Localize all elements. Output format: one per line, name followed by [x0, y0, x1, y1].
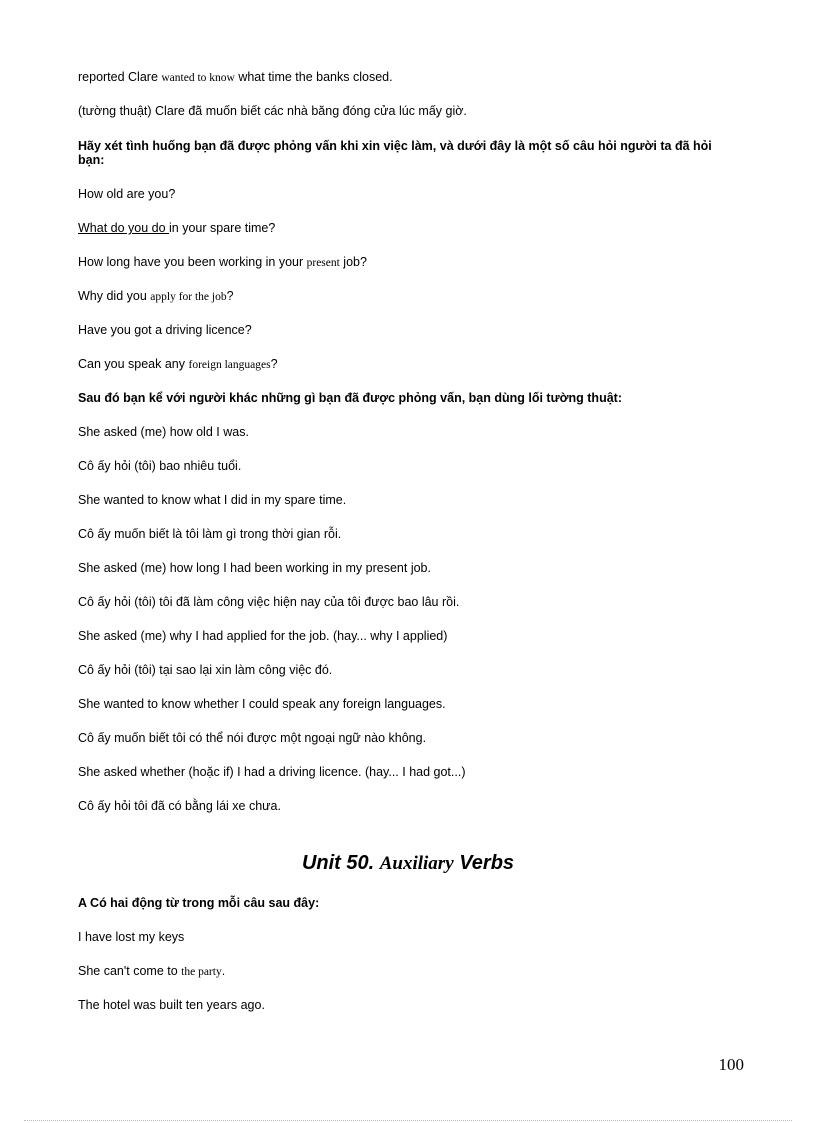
line-14: Cô ấy muốn biết là tôi làm gì trong thời gian rỗi. — [78, 527, 342, 541]
bottom-divider — [24, 1120, 792, 1121]
line-6: How long have you been working in your present job? — [78, 255, 367, 269]
line-20: Cô ấy muốn biết tôi có thể nói được một ngoại ngữ nào không. — [78, 731, 427, 745]
example-3: The hotel was built ten years ago. — [78, 998, 265, 1012]
line-18: Cô ấy hỏi (tôi) tại sao lại xin làm công việc đó. — [78, 663, 333, 677]
unit-heading: Unit 50. Auxiliary Verbs — [301, 852, 515, 874]
line-15: She asked (me) how long I had been working in my present job. — [78, 561, 431, 575]
example-1: I have lost my keys — [78, 930, 185, 944]
line-22: Cô ấy hỏi tôi đã có bằng lái xe chưa. — [78, 799, 281, 813]
line-8: Have you got a driving licence? — [78, 323, 252, 337]
line-5: What do you do in your spare time? — [78, 221, 276, 235]
line-10-bold: Sau đó bạn kể với người khác những gì bạn đã được phỏng vấn, bạn dùng lối tường thuật: — [78, 391, 622, 405]
section-a-title: A Có hai động từ trong mỗi câu sau đây: — [78, 896, 320, 910]
line-11: She asked (me) how old I was. — [78, 425, 249, 439]
line-19: She wanted to know whether I could speak any foreign languages. — [78, 697, 446, 711]
page-number: 100 — [718, 1055, 744, 1074]
line-9: Can you speak any foreign languages? — [78, 357, 278, 371]
line-4: How old are you? — [78, 187, 176, 201]
line-7: Why did you apply for the job? — [78, 289, 234, 303]
line-17: She asked (me) why I had applied for the job. (hay... why I applied) — [78, 629, 448, 643]
line-2: (tường thuật) Clare đã muốn biết các nhà băng đóng cửa lúc mấy giờ. — [78, 104, 467, 118]
line-12: Cô ấy hỏi (tôi) bao nhiêu tuổi. — [78, 459, 242, 473]
line-13: She wanted to know what I did in my spare time. — [78, 493, 347, 507]
line-16: Cô ấy hỏi (tôi) tôi đã làm công việc hiện nay của tôi được bao lâu rồi. — [78, 595, 460, 609]
line-21: She asked whether (hoặc if) I had a driving licence. (hay... I had got...) — [78, 765, 466, 779]
line-1: reported Clare wanted to know what time the banks closed. — [78, 70, 393, 84]
example-2: She can't come to the party. — [78, 964, 226, 978]
section-intro-bold: Hãy xét tình huống bạn đã được phỏng vấn khi xin việc làm, và dưới đây là một số câu hỏi người ta đã hỏi bạn: — [78, 139, 712, 167]
